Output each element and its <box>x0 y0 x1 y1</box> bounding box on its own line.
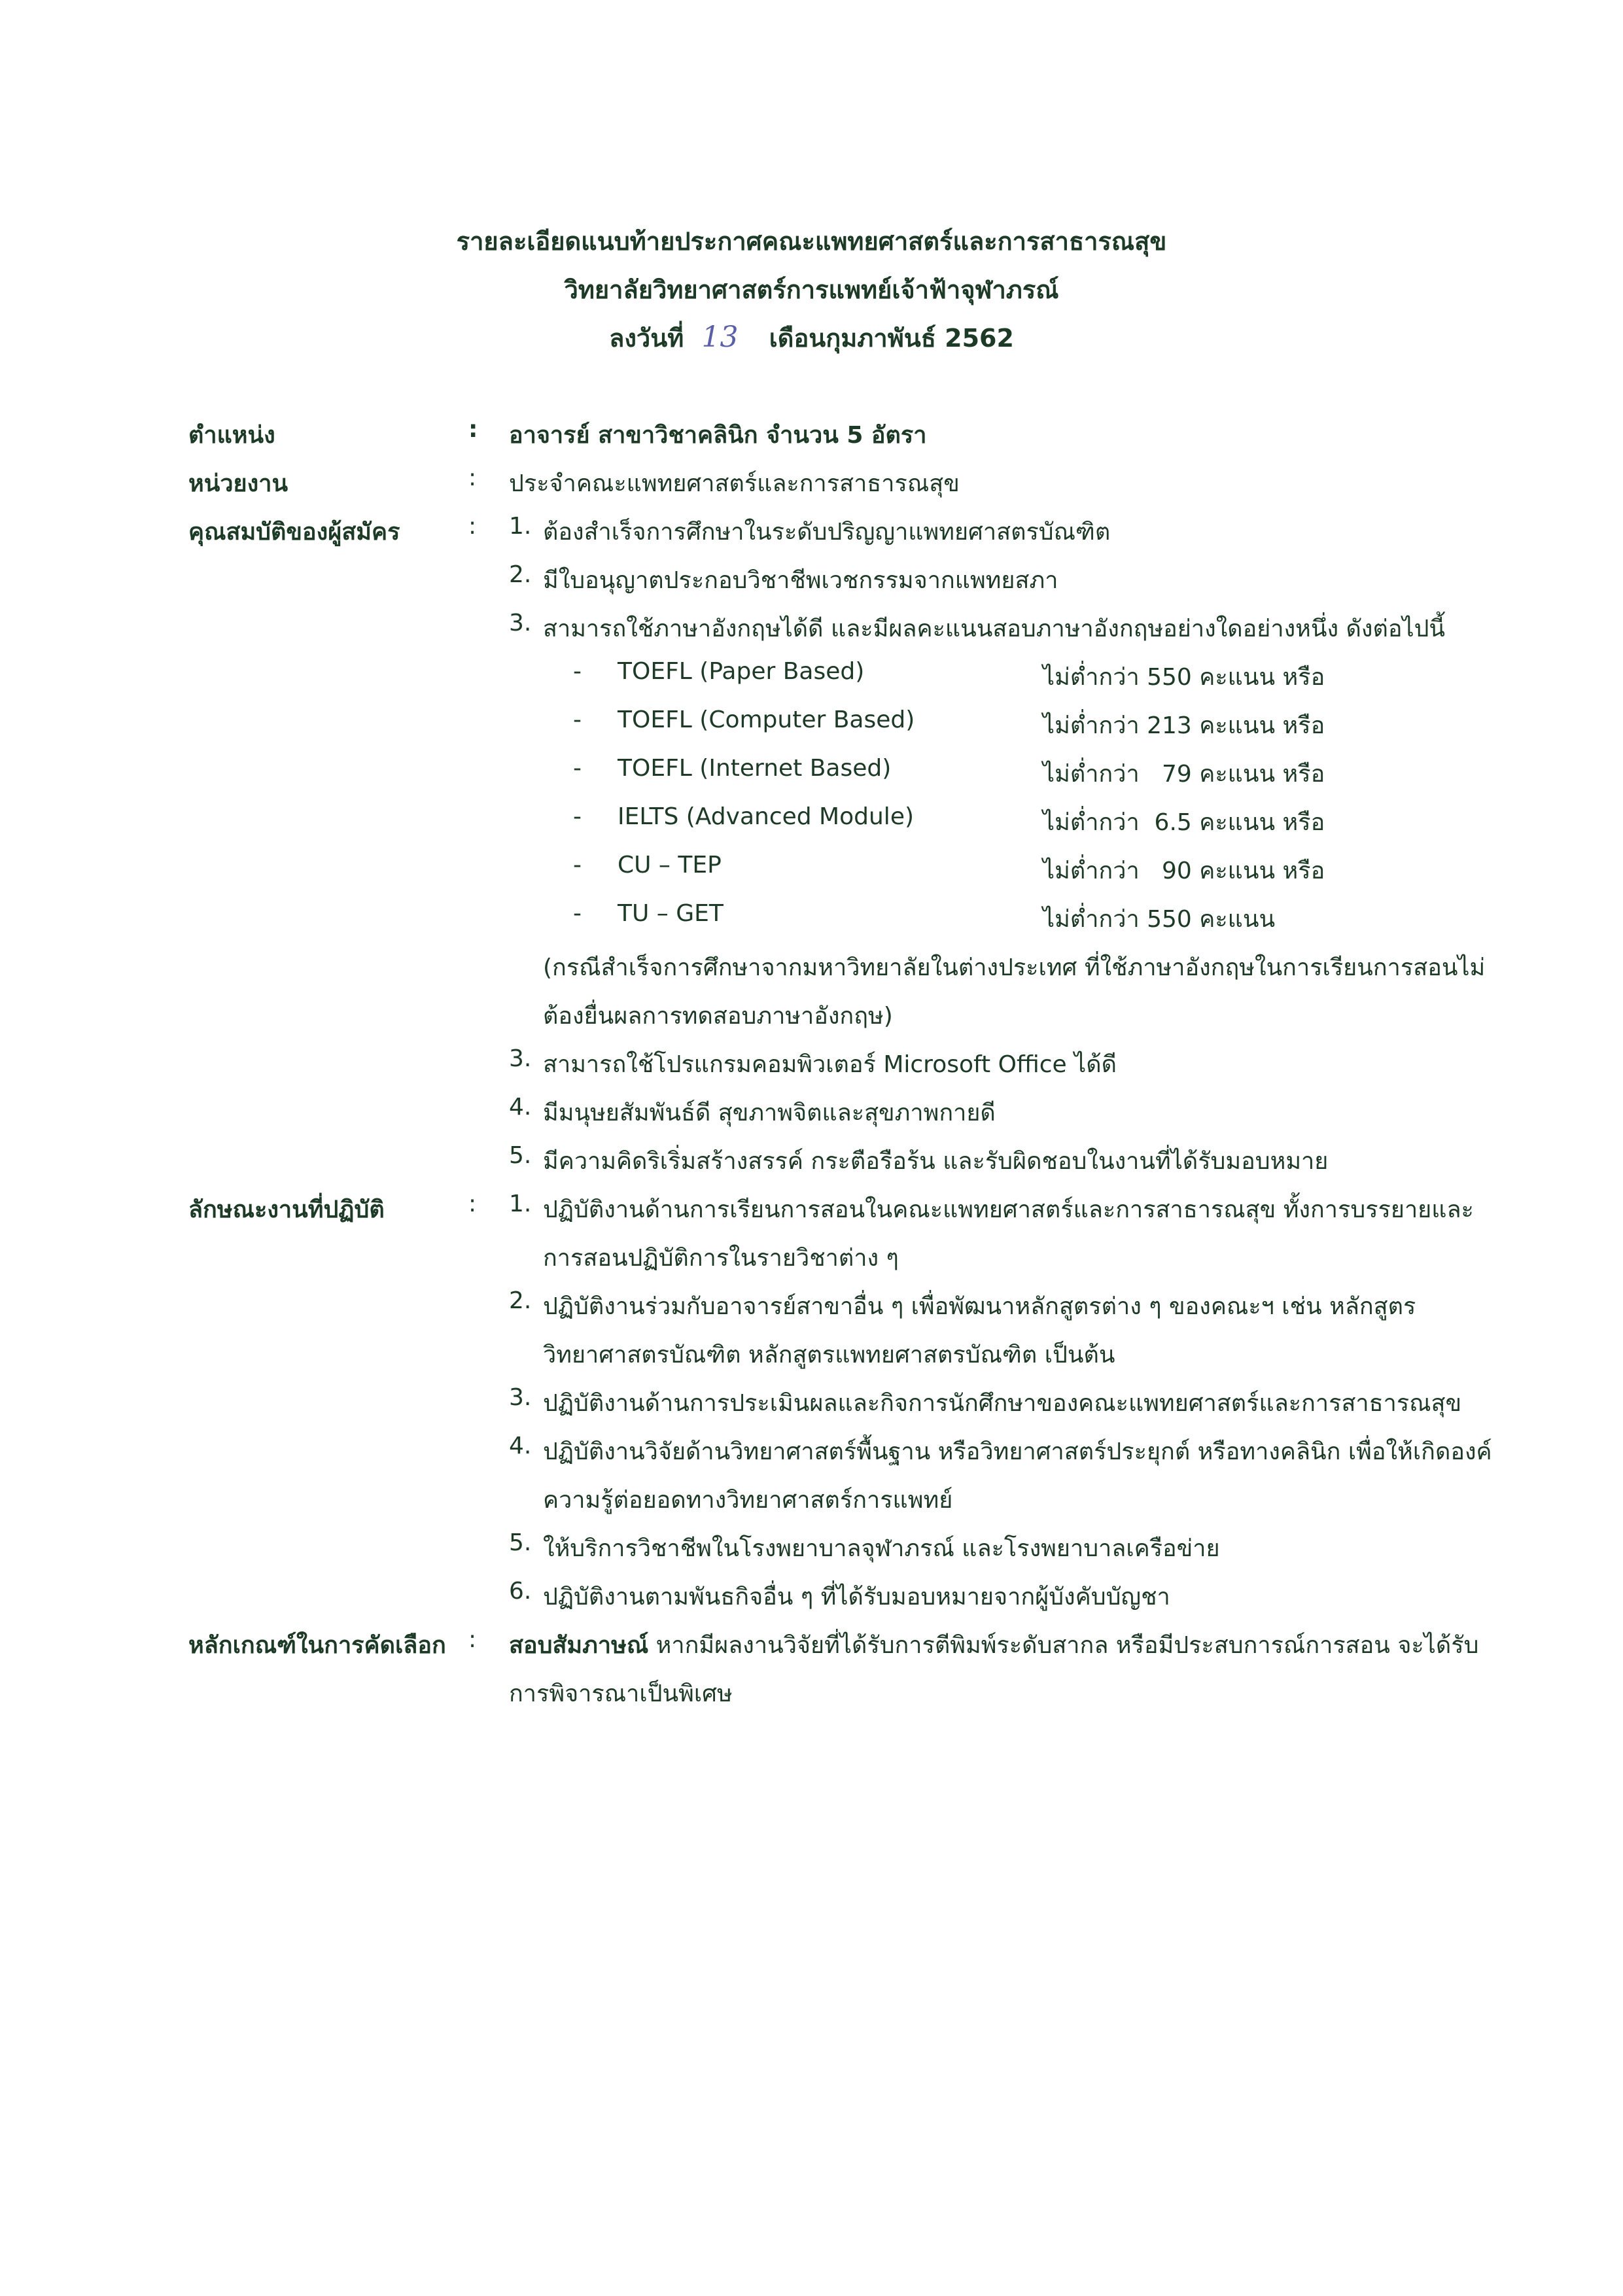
dash-bullet: - <box>573 803 582 830</box>
item-number: 2. <box>509 1287 532 1314</box>
item-number: 3. <box>509 1045 532 1072</box>
duty-text: ปฏิบัติงานตามพันธกิจอื่น ๆ ที่ได้รับมอบหมายจากผู้บังคับบัญชา <box>543 1584 1170 1610</box>
exam-requirement: ไม่ต่ำกว่า 550 คะแนน <box>1043 906 1276 933</box>
exam-name: TU – GET <box>618 900 724 927</box>
dash-bullet: - <box>573 658 582 685</box>
exam-requirement: ไม่ต่ำกว่า 550 คะแนน หรือ <box>1043 664 1325 691</box>
date-prefix: ลงวันที่ <box>609 324 684 353</box>
note-text: (กรณีสำเร็จการศึกษาจากมหาวิทยาลัยในต่างประเทศ ที่ใช้ภาษาอังกฤษในการเรียนการสอนไม่ <box>543 954 1486 981</box>
duty-text: ปฏิบัติงานร่วมกับอาจารย์สาขาอื่น ๆ เพื่อพัฒนาหลักสูตรต่าง ๆ ของคณะฯ เช่น หลักสูตร <box>543 1293 1416 1320</box>
exam-requirement: ไม่ต่ำกว่า 79 คะแนน หรือ <box>1043 761 1325 788</box>
qualification-text: มีมนุษยสัมพันธ์ดี สุขภาพจิตและสุขภาพกายดี <box>543 1100 996 1126</box>
header-title: รายละเอียดแนบท้ายประกาศคณะแพทยศาสตร์และการสาธารณสุข <box>456 227 1167 256</box>
duty-text: ปฏิบัติงานด้านการเรียนการสอนในคณะแพทยศาสตร์และการสาธารณสุข ทั้งการบรรยายและ <box>543 1196 1474 1223</box>
duty-text: ปฏิบัติงานวิจัยด้านวิทยาศาสตร์พื้นฐาน หรือวิทยาศาสตร์ประยุกต์ หรือทางคลินิก เพื่อให้เกิดองค์ <box>543 1438 1492 1465</box>
dash-bullet: - <box>573 852 582 878</box>
exam-requirement: ไม่ต่ำกว่า 213 คะแนน หรือ <box>1043 712 1325 739</box>
item-number: 4. <box>509 1094 532 1121</box>
handwritten-date-day: 13 <box>701 321 739 354</box>
colon: : <box>468 513 477 540</box>
colon: : <box>468 416 478 443</box>
colon: : <box>468 1626 477 1653</box>
dash-bullet: - <box>573 900 582 927</box>
item-number: 4. <box>509 1433 532 1459</box>
selection-bold: สอบสัมภาษณ์ <box>509 1632 649 1659</box>
item-number: 1. <box>509 1191 532 1217</box>
unit-label: หน่วยงาน <box>188 470 288 497</box>
qualifications-label: คุณสมบัติของผู้สมัคร <box>188 519 400 546</box>
item-number: 5. <box>509 1529 532 1556</box>
item-number: 6. <box>509 1578 532 1605</box>
item-number: 3. <box>509 610 532 636</box>
item-number: 1. <box>509 513 532 540</box>
exam-name: TOEFL (Computer Based) <box>618 706 915 733</box>
exam-name: TOEFL (Internet Based) <box>618 755 892 782</box>
dash-bullet: - <box>573 706 582 733</box>
item-number: 5. <box>509 1142 532 1169</box>
selection-label: หลักเกณฑ์ในการคัดเลือก <box>188 1632 446 1659</box>
duty-text: ให้บริการวิชาชีพในโรงพยาบาลจุฬาภรณ์ และโรงพยาบาลเครือข่าย <box>543 1535 1220 1562</box>
selection-rest: หากมีผลงานวิจัยที่ได้รับการตีพิมพ์ระดับสากล หรือมีประสบการณ์การสอน จะได้รับ <box>648 1632 1479 1659</box>
exam-name: CU – TEP <box>618 852 722 878</box>
duty-text: การสอนปฏิบัติการในรายวิชาต่าง ๆ <box>543 1245 899 1272</box>
date-suffix: เดือนกุมภาพันธ์ 2562 <box>769 324 1014 353</box>
header-date <box>0 318 1623 358</box>
exam-name: TOEFL (Paper Based) <box>618 658 865 685</box>
selection-text <box>509 1626 1478 1663</box>
exam-requirement: ไม่ต่ำกว่า 90 คะแนน หรือ <box>1043 858 1325 884</box>
selection-text: การพิจารณาเป็นพิเศษ <box>509 1680 733 1707</box>
duty-text: ความรู้ต่อยอดทางวิทยาศาสตร์การแพทย์ <box>543 1487 953 1514</box>
note-text: ต้องยื่นผลการทดสอบภาษาอังกฤษ) <box>543 1003 893 1030</box>
duty-text: ปฏิบัติงานด้านการประเมินผลและกิจการนักศึกษาของคณะแพทยศาสตร์และการสาธารณสุข <box>543 1390 1462 1417</box>
colon: : <box>468 464 477 491</box>
duties-label: ลักษณะงานที่ปฏิบัติ <box>188 1196 385 1223</box>
qualification-text: มีใบอนุญาตประกอบวิชาชีพเวชกรรมจากแพทยสภา <box>543 567 1058 594</box>
header-subtitle: วิทยาลัยวิทยาศาสตร์การแพทย์เจ้าฟ้าจุฬาภรณ์ <box>564 275 1059 304</box>
position-label: ตำแหน่ง <box>188 422 275 449</box>
position-value: อาจารย์ สาขาวิชาคลินิก จำนวน 5 อัตรา <box>509 422 927 449</box>
item-number: 2. <box>509 561 532 588</box>
qualification-text: สามารถใช้โปรแกรมคอมพิวเตอร์ Microsoft Office ได้ดี <box>543 1051 1117 1078</box>
dash-bullet: - <box>573 755 582 782</box>
exam-requirement: ไม่ต่ำกว่า 6.5 คะแนน หรือ <box>1043 809 1325 836</box>
item-number: 3. <box>509 1384 532 1411</box>
duty-text: วิทยาศาสตรบัณฑิต หลักสูตรแพทยศาสตรบัณฑิต เป็นต้น <box>543 1342 1115 1368</box>
colon: : <box>468 1191 477 1217</box>
qualification-text: มีความคิดริเริ่มสร้างสรรค์ กระตือรือร้น และรับผิดชอบในงานที่ได้รับมอบหมาย <box>543 1148 1329 1175</box>
qualification-text: สามารถใช้ภาษาอังกฤษได้ดี และมีผลคะแนนสอบภาษาอังกฤษอย่างใดอย่างหนึ่ง ดังต่อไปนี้ <box>543 616 1446 642</box>
exam-name: IELTS (Advanced Module) <box>618 803 915 830</box>
qualification-text: ต้องสำเร็จการศึกษาในระดับปริญญาแพทยศาสตรบัณฑิต <box>543 519 1111 546</box>
unit-value: ประจำคณะแพทยศาสตร์และการสาธารณสุข <box>509 470 960 497</box>
